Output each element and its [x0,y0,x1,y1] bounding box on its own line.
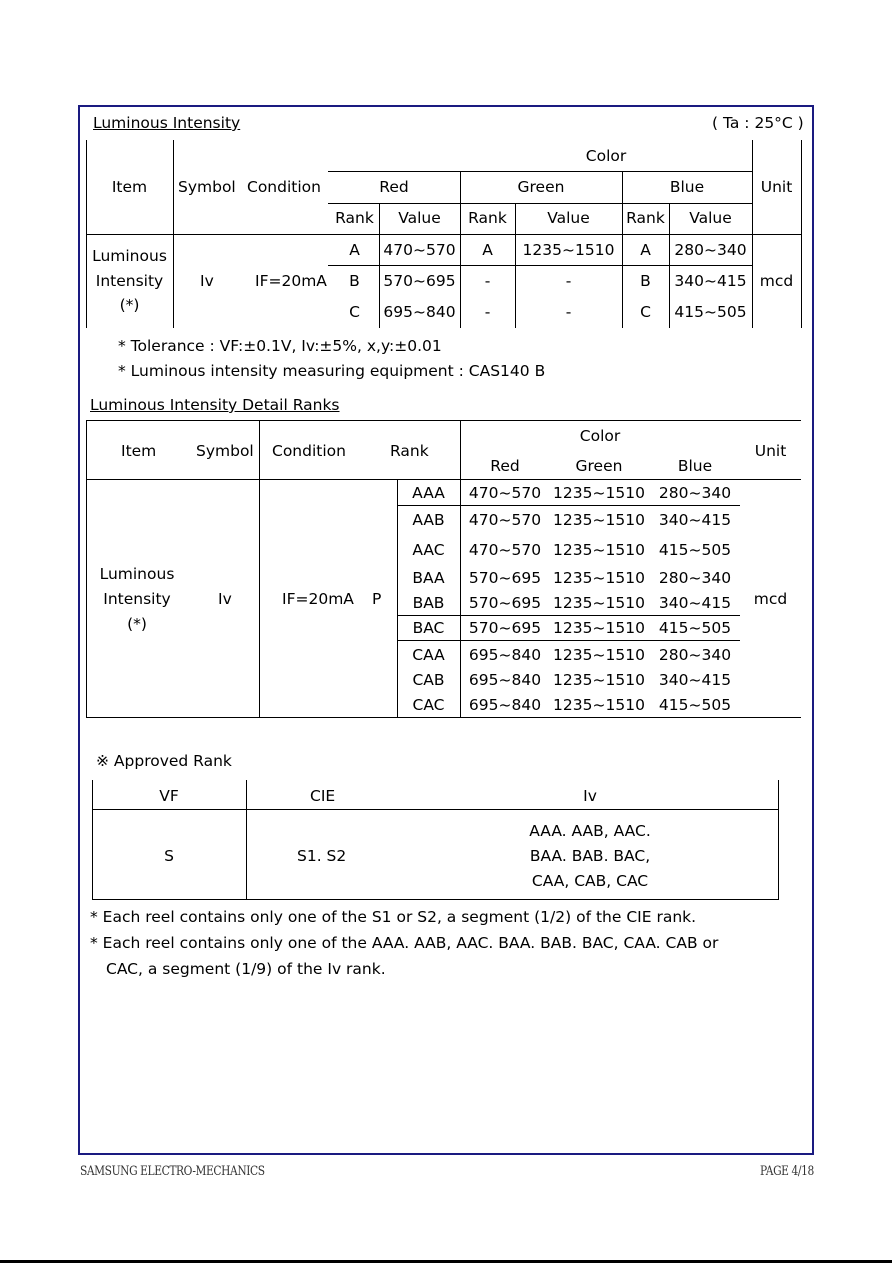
t2-divider [460,420,461,717]
t2-rank: CAA [412,646,445,664]
t3-iv-line: BAA. BAB. BAC, [529,847,651,865]
t2-divider [397,505,740,506]
t1-blue-value: 340~415 [674,272,747,290]
t2-green: 1235~1510 [553,594,645,612]
t1-divider [328,171,752,172]
t2-divider [397,640,740,641]
t2-green: 1235~1510 [553,619,645,637]
t1-green-value: - [565,303,572,321]
t2-green: 1235~1510 [553,511,645,529]
t1-item-line: Luminous [92,247,167,265]
t2-blue: 280~340 [658,569,732,587]
t1-divider [328,203,752,204]
t1-red-value: 470~570 [383,241,456,259]
t1-divider [328,265,752,266]
t2-blue: 340~415 [658,671,732,689]
t1-symbol: Iv [200,272,214,290]
t1-condition: IF=20mA [255,272,327,290]
t2-header-unit: Unit [754,442,787,460]
t2-rank: AAC [412,541,445,559]
t1-note-tolerance: * Tolerance : VF:±0.1V, Iv:±5%, x,y:±0.01 [118,337,442,355]
t1-header-red-value: Value [398,209,441,227]
t2-rank: AAB [412,511,445,529]
t1-green-value: 1235~1510 [522,241,615,259]
t2-red: 470~570 [468,541,542,559]
t2-red: 570~695 [468,569,542,587]
t1-header-green-rank: Rank [468,209,507,227]
t2-blue: 340~415 [658,594,732,612]
t2-header-item: Item [121,442,157,460]
t1-unit: mcd [759,272,794,290]
t1-header-green-value: Value [547,209,590,227]
t1-header-red-rank: Rank [335,209,374,227]
t2-red: 695~840 [468,646,542,664]
t3-header-iv: Iv [583,787,597,805]
t1-red-rank: A [349,241,360,259]
t2-blue: 415~505 [658,619,732,637]
t1-header-blue-rank: Rank [626,209,665,227]
t2-blue: 280~340 [658,646,732,664]
t2-blue: 280~340 [658,484,732,502]
t1-green-rank: - [484,272,491,290]
t2-blue: 415~505 [658,696,732,714]
t1-header-red: Red [379,178,409,196]
t3-iv-line: CAA, CAB, CAC [531,872,649,890]
t2-divider [86,479,801,480]
t3-iv-line: AAA. AAB, AAC. [529,822,651,840]
t2-rank-group: P [372,590,382,608]
t1-blue-value: 415~505 [674,303,747,321]
t2-green: 1235~1510 [553,569,645,587]
t2-green: 1235~1510 [553,696,645,714]
t2-red: 695~840 [468,696,542,714]
t2-rank: AAA [412,484,445,502]
t2-red: 695~840 [468,671,542,689]
t3-note: * Each reel contains only one of the S1 or S2, a segment (1/2) of the CIE rank. [90,908,697,926]
t2-green: 1235~1510 [553,646,645,664]
t2-rank: BAB [412,594,445,612]
t2-red: 470~570 [468,511,542,529]
t2-header-color: Color [579,427,621,445]
t2-border-top [86,420,801,421]
t2-green: 1235~1510 [553,484,645,502]
t2-item-line: Luminous [99,565,175,583]
t1-red-rank: B [349,272,360,290]
t1-blue-value: 280~340 [674,241,747,259]
t3-border-bottom [92,899,779,900]
t1-item-line: (*) [119,296,140,314]
t2-green: 1235~1510 [553,541,645,559]
t2-divider [397,615,740,616]
t3-divider [92,809,778,810]
t1-header-item: Item [111,178,148,196]
section3-title: ※ Approved Rank [96,752,232,770]
t1-green-rank: A [482,241,493,259]
t1-header-unit: Unit [760,178,793,196]
t1-header-color: Color [585,147,627,165]
t3-divider [246,780,247,899]
section2-title: Luminous Intensity Detail Ranks [90,396,340,414]
t3-border-right [778,780,779,899]
t1-header-blue-value: Value [689,209,732,227]
t2-blue: 340~415 [658,511,732,529]
t3-note: * Each reel contains only one of the AAA. AAB, AAC. BAA. BAB. BAC, CAA. CAB or [90,934,719,952]
t1-red-value: 695~840 [383,303,456,321]
t2-rank: BAC [412,619,445,637]
t2-item-line: Intensity [103,590,171,608]
t2-red: 570~695 [468,594,542,612]
t1-green-value: - [565,272,572,290]
t2-unit: mcd [753,590,788,608]
t1-blue-rank: B [640,272,651,290]
t2-header-green: Green [575,457,623,475]
t2-header-rank: Rank [390,442,429,460]
t2-red: 570~695 [468,619,542,637]
t1-header-condition: Condition [247,178,321,196]
t2-header-symbol: Symbol [196,442,254,460]
t2-item-line: (*) [127,615,147,633]
t1-header-symbol: Symbol [178,178,236,196]
t2-rank: CAB [412,671,445,689]
t2-symbol: Iv [218,590,232,608]
t1-note-equipment: * Luminous intensity measuring equipment : CAS140 B [118,362,546,380]
t2-border-bottom [86,717,801,718]
t2-header-blue: Blue [677,457,713,475]
t2-blue: 415~505 [658,541,732,559]
t1-green-rank: - [484,303,491,321]
t3-header-cie: CIE [310,787,336,805]
section1-title: Luminous Intensity [93,114,241,132]
t1-divider [86,234,801,235]
t1-border-right [801,140,802,328]
ambient-condition: ( Ta : 25°C ) [712,114,804,132]
t3-cie-value: S1. S2 [297,847,347,865]
t2-header-condition: Condition [272,442,346,460]
t2-red: 470~570 [468,484,542,502]
t1-item-line: Intensity [95,272,164,290]
footer-company: SAMSUNG ELECTRO-MECHANICS [80,1164,265,1179]
t1-red-value: 570~695 [383,272,456,290]
t2-condition: IF=20mA [282,590,354,608]
t1-header-green: Green [517,178,565,196]
t1-blue-rank: A [640,241,651,259]
t3-note: CAC, a segment (1/9) of the Iv rank. [106,960,386,978]
t1-red-rank: C [349,303,360,321]
t2-rank: BAA [412,569,445,587]
t1-header-blue: Blue [669,178,705,196]
t2-divider [259,420,260,717]
t2-header-red: Red [490,457,520,475]
t2-green: 1235~1510 [553,671,645,689]
t1-blue-rank: C [640,303,651,321]
t3-header-vf: VF [159,787,179,805]
t2-rank: CAC [412,696,445,714]
footer-page-number: PAGE 4/18 [760,1164,814,1179]
t3-vf-value: S [164,847,174,865]
